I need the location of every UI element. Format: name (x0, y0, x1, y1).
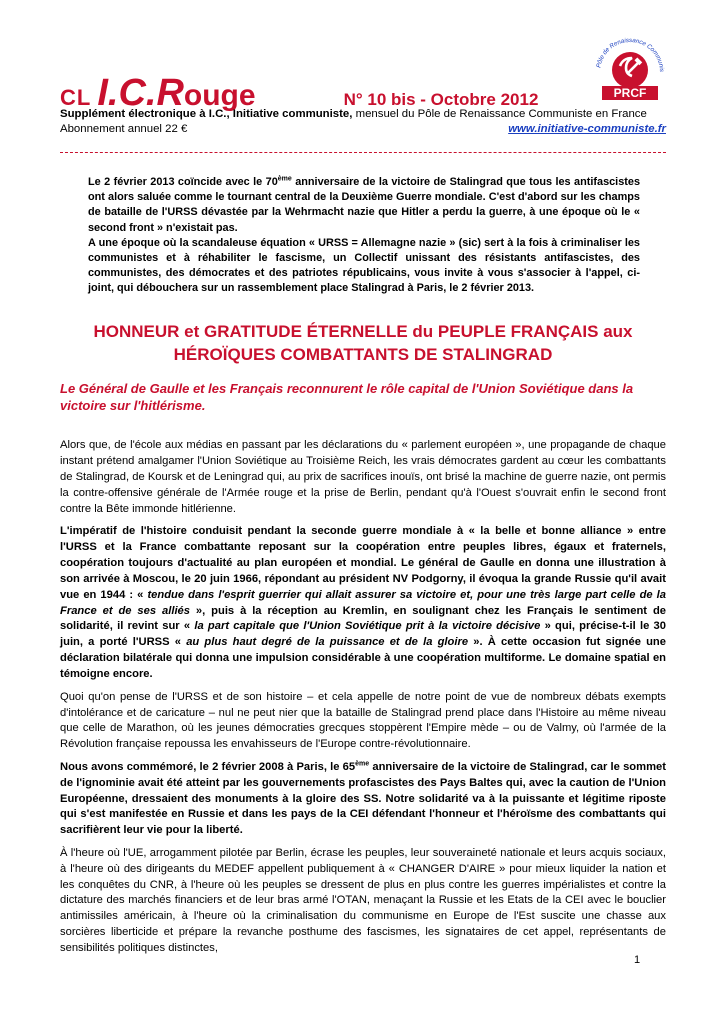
svg-text:Pôle de Renaissance Communiste: Pôle de Renaissance Communis (595, 36, 666, 73)
intro-text: anniversaire de la victoire de Stalingrad que tous les antifascistes ont alors saluée comme le tournant central de la Deuxième Guerre mondiale. C'est d'abord sur les champs de bataille de l'URSS dévastée par la Wehrmacht nazie que Hitler a perdu la guerre, à une époque où le « second front » n'existait pas. (88, 176, 641, 234)
body-text: Nous avons commémoré, le 2 février 2008 à Paris, le 65 (60, 760, 356, 773)
headline: HONNEUR et GRATITUDE ÉTERNELLE du PEUPLE FRANÇAIS aux HÉROÏQUES COMBATTANTS DE STALINGRAD (93, 322, 633, 364)
superscript: ème (277, 175, 292, 183)
quote-text: la part capitale que l'Union Soviétique prit à la victoire décisive (194, 620, 541, 633)
prcf-logo (590, 30, 670, 110)
intro-box (88, 175, 640, 297)
body-text: », puis à la réception au Kremlin, en soulignant chez les Français le sentiment de solidarité, il revint sur « (60, 604, 667, 633)
dashed-divider (60, 152, 666, 153)
body-text: » qui, précise-t-il le 30 juin, a porté l'URSS « (60, 620, 666, 649)
tagline-rest: mensuel du Pôle de Renaissance Communiste en France (352, 108, 647, 120)
title-rouge-r: R (156, 72, 184, 114)
body-text: ». À cette occasion fut signée une déclaration bilatérale qui donna une impulsion considérable à une coopération multiforme. Le domaine spatial en témoigne encore. (60, 636, 666, 681)
tagline (60, 108, 670, 120)
intro-paragraph-2: A une époque où la scandaleuse équation « URSS = Allemagne nazie » (sic) sert à la fois à criminaliser les communistes et à réhabiliter le fascisme, un Collectif unissant des résistants antifascistes, des communistes, des démocrates et des patriotes républicains, vous invite à vous s'associer à l'appel, ci-joint, qui débouchera sur un rassemblement place Stalingrad à Paris, le 2 février 2013. (88, 236, 640, 295)
logo-acronym: PRCF (613, 86, 647, 100)
subheadline: Le Général de Gaulle et les Français reconnurent le rôle capital de l'Union Soviétique dans la victoire sur l'hitlérisme. (60, 381, 634, 413)
quote-text: au plus haut degré de la puissance et de la gloire (186, 636, 469, 649)
body-paragraph-3: Quoi qu'on pense de l'URSS et de son histoire – et cela appelle de notre point de vue de nombreux débats exempts d'intolérance et de caricature – nul ne peut nier que la bataille de Stalingrad prend place dans l'Histoire au même niveau que celle de Marathon, où les jeunes démocraties grecques stoppèrent l'Empire mède – ou de Valmy, où l'armée de la Révolution française repoussa les envahisseurs de l'Europe contre-révolutionnaire. (60, 690, 666, 751)
title-rouge: ouge (183, 79, 256, 112)
body-paragraph-4 (60, 760, 666, 840)
intro-text: Le 2 février 2013 coïncide avec le 70 (88, 176, 278, 188)
body-paragraph-2 (60, 524, 666, 683)
subscription-row (60, 123, 666, 135)
body-text: L'impératif de l'histoire conduisit pendant la seconde guerre mondiale à « la belle et bonne alliance » entre l'URSS et la France combattante reposant sur la coopération entre peuples libres, égaux et fraternels, coopération toujours d'actualité au plan européen et mondial. Le général de Gaulle en donna une illustration à son arrivée à Moscou, le 20 juin 1966, répondant au président NV Podgorny, il évoqua la grande Russie qu'il avait vue en 1944 : « (60, 525, 666, 601)
intro-paragraph-1 (88, 175, 640, 236)
superscript: ème (355, 759, 370, 767)
body-paragraph-5: À l'heure où l'UE, arrogamment pilotée par Berlin, écrase les peuples, leur souveraineté nationale et leurs acquis sociaux, à l'heure où des dirigeants du MEDEF appellent publiquement à « CHANGER D'AIRE » pour mieux liquider la nation et les conquêtes du CNR, à l'heure où les peuples se dressent de plus en plus contre les guerres impérialistes et contre la dictature des marchés financiers et de leur bras armé l'OTAN, menaçant la Russie et les Etats de la CEI avec le bouclier antimissiles américain, à l'heure où la criminalisation du communisme en Europe de l'Est suscite une chasse aux sorcières liberticide et prépare la revanche posthume des fascismes, les signataires de cet appel, représentants de sensibilités politiques distinctes, (60, 846, 666, 955)
tagline-bold: Supplément électronique à I.C., Initiative communiste, (60, 108, 353, 120)
subscription-price: Abonnement annuel 22 € (60, 123, 188, 135)
page-number: 1 (634, 954, 641, 966)
body-paragraph-1: Alors que, de l'école aux médias en passant par les déclarations du « parlement européen », une propagande de chaque instant prétend amalgamer l'Union Soviétique au Troisième Reich, les vrais démocrates gardent au cœur les combattants de Stalingrad, de Koursk et de Leningrad qui, au prix de sacrifices inouïs, ont brisé la machine de guerre nazie, ont permis la contre-offensive générale de l'Armée rouge et la prise de Berlin, pendant qu'à l'Ouest s'ouvrait enfin le second front contre la Bête immonde hitlérienne. (60, 439, 666, 515)
quote-text: tendue dans l'esprit guerrier qui allait assurer sa victoire et, pour une très large part celle de la France et de ses alliés (60, 588, 667, 617)
website-link[interactable]: www.initiative-communiste.fr (508, 123, 666, 135)
issue-number: N° 10 bis - Octobre 2012 (343, 90, 539, 109)
body-text: anniversaire de la victoire de Stalingrad, car le sommet de l'ignominie avait été atteint par les gouvernements profascistes des Pays Baltes qui, avec la caution de l'Union Européenne, dressaient des monuments à la gloire des SS. Notre solidarité va à la puissante et légitime riposte qui s'est manifestée en Russie et dans les pays de la CEI défendant l'honneur et l'héroïsme des combattants qui sacrifièrent leur vie pour la liberté. (60, 760, 666, 837)
title-cl: CL (60, 85, 92, 110)
title-ic: I.C. (97, 72, 157, 114)
article-body (60, 438, 666, 964)
